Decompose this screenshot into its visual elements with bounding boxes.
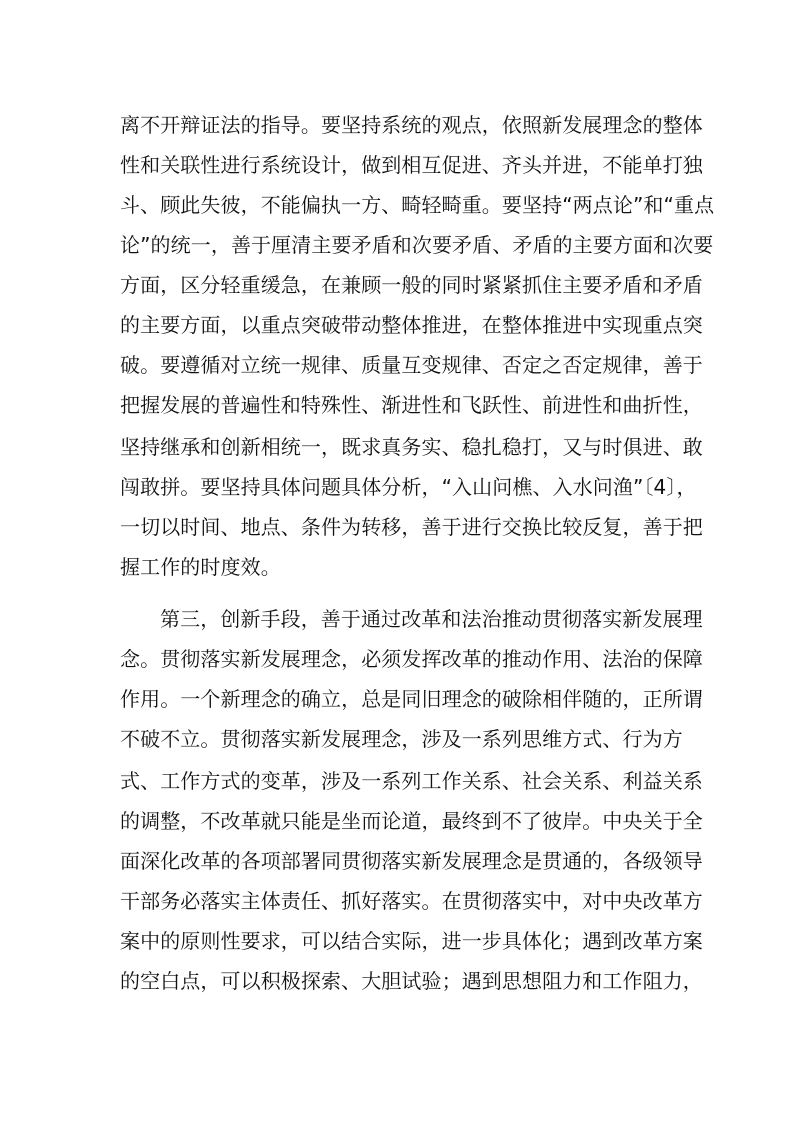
text-line: 作用。一个新理念的确立，总是同旧理念的破除相伴随的，正所谓: [120, 687, 703, 711]
text-line: 面深化改革的各项部署同贯彻落实新发展理念是贯通的，各级领导: [120, 849, 703, 873]
text-line: 的空白点，可以积极探索、大胆试验；遇到思想阻力和工作阻力，: [120, 969, 703, 993]
text-line: 念。贯彻落实新发展理念，必须发挥改革的推动作用、法治的保障: [120, 647, 703, 671]
text-line: 斗、顾此失彼，不能偏执一方、畸轻畸重。要坚持“两点论”和“重点: [120, 193, 715, 217]
text-line: 坚持继承和创新相统一，既求真务实、稳扎稳打，又与时俱进、敢: [120, 435, 703, 459]
text-line: 方面，区分轻重缓急，在兼顾一般的同时紧紧抓住主要矛盾和矛盾: [120, 273, 703, 297]
text-line: 一切以时间、地点、条件为转移，善于进行交换比较反复，善于把: [120, 515, 703, 539]
text-line: 破。要遵循对立统一规律、质量互变规律、否定之否定规律，善于: [120, 353, 703, 377]
text-line: 不破不立。贯彻落实新发展理念，涉及一系列思维方式、行为方: [120, 727, 683, 751]
text-line: 握工作的时度效。: [120, 555, 281, 579]
text-line: 离不开辩证法的指导。要坚持系统的观点，依照新发展理念的整体: [120, 113, 703, 137]
text-line: 式、工作方式的变革，涉及一系列工作关系、社会关系、利益关系: [120, 769, 703, 793]
text-line: 的调整，不改革就只能是坐而论道，最终到不了彼岸。中央关于全: [120, 809, 703, 833]
text-line: 性和关联性进行系统设计，做到相互促进、齐头并进，不能单打独: [120, 153, 703, 177]
paragraph-start-line: 第三，创新手段，善于通过改革和法治推动贯彻落实新发展理: [160, 607, 703, 631]
text-line: 干部务必落实主体责任、抓好落实。在贯彻落实中，对中央改革方: [120, 889, 703, 913]
text-line: 把握发展的普遍性和特殊性、渐进性和飞跃性、前进性和曲折性，: [120, 393, 703, 417]
text-line: 闯敢拼。要坚持具体问题具体分析，“入山问樵、入水问渔”〔4〕，: [120, 475, 697, 499]
text-line: 案中的原则性要求，可以结合实际，进一步具体化；遇到改革方案: [120, 929, 703, 953]
text-line: 论”的统一，善于厘清主要矛盾和次要矛盾、矛盾的主要方面和次要: [120, 233, 714, 257]
text-line: 的主要方面，以重点突破带动整体推进，在整体推进中实现重点突: [120, 313, 703, 337]
